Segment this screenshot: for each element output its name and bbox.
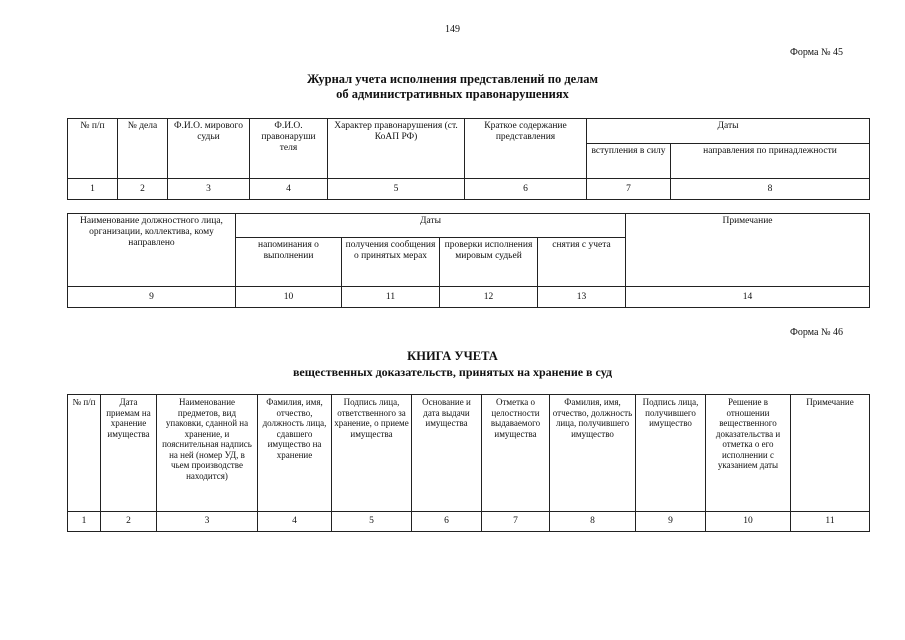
column-number-row [68,287,870,308]
column-number: 7 [587,179,671,200]
header-cell: № п/п [68,395,101,512]
column-number: 11 [342,287,440,308]
header-cell: проверки исполнения мировым судьей [440,238,538,287]
column-number: 1 [68,179,118,200]
form-46-title: КНИГА УЧЕТА [407,349,498,363]
header-cell: напоминания о выполнении [236,238,342,287]
column-number: 10 [706,512,791,532]
column-number: 5 [328,179,465,200]
header-cell: Ф.И.О. мирового судьи [168,119,250,179]
column-number: 4 [258,512,332,532]
column-number: 9 [68,287,236,308]
header-cell: направления по принадлежности [671,144,870,179]
column-number: 13 [538,287,626,308]
header-cell: Ф.И.О. правонаруши теля [250,119,328,179]
column-number: 12 [440,287,538,308]
header-cell: Краткое содержание представления [465,119,587,179]
column-number: 14 [626,287,870,308]
form-45-title-line-2: об административных правонарушениях [336,87,569,101]
form-45-label: Форма № 45 [790,47,843,58]
header-cell: Характер правонарушения (ст. КоАП РФ) [328,119,465,179]
header-cell: Примечание [791,395,870,512]
column-number: 5 [332,512,412,532]
column-number: 9 [636,512,706,532]
header-cell: Основание и дата выдачи имущества [412,395,482,512]
dates-group-header: Даты [587,119,870,144]
column-number: 1 [68,512,101,532]
column-number: 3 [168,179,250,200]
header-cell: Наименование должностного лица, организации, коллектива, кому направлено [68,214,236,287]
evidence-book-table [67,394,870,532]
header-cell: Дата приемам на хранение имущества [101,395,157,512]
column-number: 2 [118,179,168,200]
dates-group-header: Даты [236,214,626,238]
form-45-title [0,72,905,102]
journal-table-part-2 [67,213,870,308]
header-cell: № дела [118,119,168,179]
header-cell: Фамилия, имя, отчество, должность лица, сдавшего имущество на хранение [258,395,332,512]
header-cell: Наименование предметов, вид упаковки, сданной на хранение, и пояснительная надпись на ней (номер УД, в чьем производстве находится) [157,395,258,512]
header-cell: вступления в силу [587,144,671,179]
header-cell: Фамилия, имя, отчество, должность лица, получившего имущество [550,395,636,512]
header-cell: получения сообщения о принятых мерах [342,238,440,287]
header-cell: № п/п [68,119,118,179]
form-45-title-line-1: Журнал учета исполнения представлений по делам [307,72,598,86]
column-number: 11 [791,512,870,532]
form-46-subtitle: вещественных доказательств, принятых на хранение в суд [292,365,613,379]
header-cell: Подпись лица, ответственного за хранение, о приеме имущества [332,395,412,512]
journal-table-part-1 [67,118,870,200]
page-number: 149 [445,24,460,35]
column-number: 8 [550,512,636,532]
form-46-label: Форма № 46 [790,327,843,338]
column-number: 6 [465,179,587,200]
column-number: 3 [157,512,258,532]
column-number-row [68,512,870,532]
header-cell: Подпись лица, получившего имущество [636,395,706,512]
header-cell: Отметка о целостности выдаваемого имущества [482,395,550,512]
header-cell: снятия с учета [538,238,626,287]
header-cell: Решение в отношении вещественного доказательства и отметка о его исполнении с указанием даты [706,395,791,512]
column-number: 8 [671,179,870,200]
column-number: 6 [412,512,482,532]
column-number: 7 [482,512,550,532]
column-number-row [68,179,870,200]
column-number: 10 [236,287,342,308]
column-number: 2 [101,512,157,532]
header-cell: Примечание [626,214,870,287]
column-number: 4 [250,179,328,200]
